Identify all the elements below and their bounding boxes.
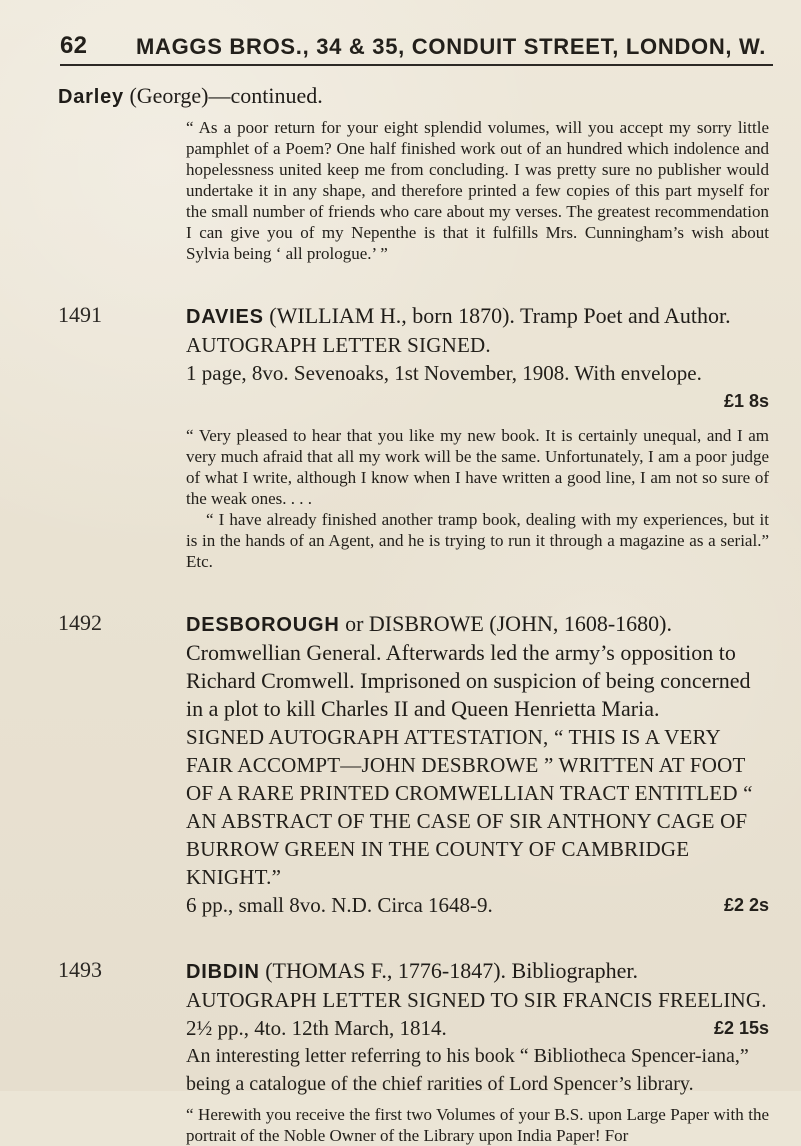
entry-heading-rest: or DISBROWE (JOHN, 1608-1680). Cromwellian General. Afterwards led the army’s opposition to Richard Cromwell. Imprisoned on suspicion of being concerned in a plot to kill Charles II and Queen Henrietta Maria. [186, 611, 751, 721]
entry-price: £2 2s [723, 895, 769, 915]
quote-paragraph: “ I have already finished another tramp book, dealing with my experiences, but it is in the hands of an Agent, and he is trying to run it through a magazine as a serial.” Etc. [186, 510, 769, 571]
entry-heading [186, 610, 769, 723]
entry-heading [186, 302, 769, 331]
entry-heading [186, 957, 769, 986]
entry-heading-rest: (George)—continued. [129, 83, 323, 108]
entry-price: £1 8s [723, 391, 769, 411]
entry-heading-rest: (THOMAS F., 1776-1847). Bibliographer. [265, 958, 639, 983]
page-number: 62 [60, 32, 88, 59]
running-title: MAGGS BROS., 34 & 35, CONDUIT STREET, LONDON, W. [136, 34, 767, 59]
lot-number: 1491 [58, 302, 102, 327]
entry-price-row [186, 387, 769, 415]
quote-paragraph: “ Herewith you receive the first two Volumes of your B.S. upon Large Paper with the portrait of the Noble Owner of the Library upon India Paper! For [186, 1105, 769, 1145]
lot-number: 1493 [58, 957, 102, 982]
entry-name: Darley [58, 86, 124, 108]
catalogue-entry-darley [58, 82, 769, 264]
entry-name: DAVIES [186, 306, 264, 328]
entry-subtitle: SIGNED AUTOGRAPH ATTESTATION, “ THIS IS A VERY FAIR ACCOMPT—JOHN DESBROWE ” WRITTEN AT FOOT OF A RARE PRINTED CROMWELLIAN TRACT ENTITLED “ AN ABSTRACT OF THE CASE OF SIR ANTHONY CAGE OF BURROW GREEN IN THE COUNTY OF CAMBRIDGE KNIGHT.” [186, 725, 753, 889]
entry-quote [186, 117, 769, 264]
entry-meta-row [186, 359, 769, 387]
entry-heading [58, 82, 769, 111]
catalogue-entry-dibdin [58, 957, 769, 1146]
lot-number: 1492 [58, 610, 102, 635]
catalogue-entry-davies [58, 302, 769, 572]
entry-meta: 6 pp., small 8vo. N.D. Circa 1648-9. [186, 893, 493, 917]
entry-subtitle: AUTOGRAPH LETTER SIGNED TO SIR FRANCIS FREELING. [186, 988, 767, 1012]
page-content [58, 82, 769, 1145]
quote-paragraph: “ Very pleased to hear that you like my new book. It is certainly unequal, and I am very much afraid that all my work will be the same. Unfortunately, I am a poor judge of what I write, although I know when I have written a good line, I am not so sure of the weak ones. . . . [186, 426, 769, 508]
entry-meta: 2½ pp., 4to. 12th March, 1814. [186, 1016, 447, 1040]
entry-heading-rest: (WILLIAM H., born 1870). Tramp Poet and Author. [269, 303, 731, 328]
page-header [60, 20, 773, 66]
entry-quote [186, 425, 769, 572]
entry-price: £2 15s [713, 1018, 769, 1038]
entry-subtitle: AUTOGRAPH LETTER SIGNED. [186, 333, 491, 357]
catalogue-entry-desborough [58, 610, 769, 919]
entry-name: DIBDIN [186, 961, 260, 983]
entry-meta-row [186, 1014, 769, 1042]
entry-meta: 1 page, 8vo. Sevenoaks, 1st November, 1908. With envelope. [186, 361, 702, 385]
entry-meta-row [186, 891, 769, 919]
quote-paragraph: “ As a poor return for your eight splendid volumes, will you accept my sorry little pamphlet of a Poem? One half finished work out of an hundred which indolence and hopelessness united keep me from concluding. I was pretty sure no publisher would undertake it in any shape, and therefore printed a few copies of this part myself for the small number of friends who care about my verses. The greatest recommendation I can give you of my Nepenthe is that it fulfills Mrs. Cunningham’s wish about Sylvia being ‘ all prologue.’ ” [186, 118, 769, 263]
entry-name: DESBOROUGH [186, 614, 340, 636]
entry-description: An interesting letter referring to his book “ Bibliotheca Spencer-iana,” being a catalogue of the chief rarities of Lord Spencer’s library. [186, 1045, 749, 1095]
entry-quote [186, 1104, 769, 1146]
